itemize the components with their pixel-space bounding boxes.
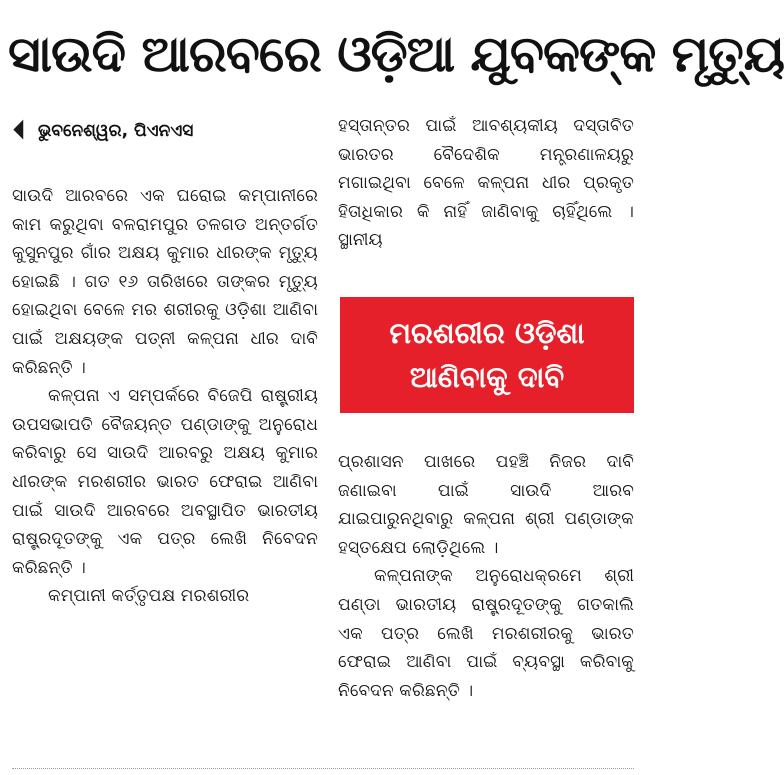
right-column-top — [338, 112, 634, 255]
headline: ସାଉଦି ଆରବରେ ଓଡ଼ିଆ ଯୁବକଙ୍କ ମୃତ୍ୟୁ — [8, 25, 784, 83]
right-column-bottom — [338, 448, 634, 705]
byline-text: ଭୁବନେଶ୍ୱର, ପିଏନଏସ — [38, 121, 194, 141]
left-paragraph-1: ସାଉଦି ଆରବରେ ଏକ ଘରୋଇ କମ୍ପାନୀରେ କାମ କରୁଥିବା ବଳରାମପୁର ତଳଗଡ ଅନ୍ତର୍ଗତ କୁସୁନପୁର ଗାଁର ଅକ୍ଷୟ କୁମାର ଧୀରଙ୍କ ମୃତ୍ୟୁ ହୋଇଛି । ଗତ ୧୬ ତାରିଖରେ ତାଙ୍କର ମୃତ୍ୟୁ ହୋଇଥିବା ବେଳେ ମର ଶରୀରକୁ ଓଡ଼ିଶା ଆଣିବା ପାଇଁ ଅକ୍ଷୟଙ୍କ ପତ୍ନୀ କଳ୍ପନା ଧୀର ଦାବି କରିଛନ୍ତି । — [12, 186, 318, 378]
callout-box — [340, 297, 634, 413]
right-top-paragraph: ହସ୍ତାନ୍ତର ପାଇଁ ଆବଶ୍ୟକୀୟ ଦସ୍ତାବିତ ଭାରତର ବୈଦେଶିକ ମନ୍ତ୍ରଣାଳୟରୁ ମଗାଇଥିବା ବେଳେ କଳ୍ପନା ଧୀର ପ୍ରକୃତ ହିତାଧିକାର କି ନାହିଁ ଜାଣିବାକୁ ଚାହିଁଥିଲେ । ସ୍ଥାନୀୟ — [338, 116, 634, 251]
bottom-divider — [12, 768, 634, 769]
left-paragraph-3: କମ୍ପାନୀ କର୍ତ୍ତୃପକ୍ଷ ମରଶରୀର — [48, 586, 250, 607]
right-bottom-paragraph-2: କଳ୍ପନାଙ୍କ ଅନୁରୋଧକ୍ରମେ ଶ୍ରୀ ପଣ୍ଡା ଭାରତୀୟ ରାଷ୍ଟ୍ରଦୂତଙ୍କୁ ଗତକାଲି ଏକ ପତ୍ର ଲେଖି ମରଶରୀରକୁ ଭାରତ ଫେରାଇ ଆଣିବା ପାଇଁ ବ୍ୟବସ୍ଥା କରିବାକୁ ନିବେଦନ କରିଛନ୍ତି । — [338, 566, 634, 701]
right-bottom-paragraph-1: ପ୍ରଶାସନ ପାଖରେ ପହଞ୍ଚି ନିଜର ଦାବି ଜଣାଇବା ପାଇଁ ସାଉଦି ଆରବ ଯାଇପାରୁନଥିବାରୁ କଳ୍ପନା ଶ୍ରୀ ପଣ୍ଡାଙ୍କ ହସ୍ତକ୍ଷେପ ଲୋଡ଼ିଥିଲେ । — [338, 452, 634, 558]
callout-line-1: ମରଶରୀର ଓଡ଼ିଶା — [389, 316, 585, 350]
triangle-bullet-icon — [13, 120, 33, 140]
left-paragraph-2: କଳ୍ପନା ଏ ସମ୍ପର୍କରେ ବିଜେପି ରାଷ୍ଟ୍ରୀୟ ଉପସଭାପତି ବୈଜୟନ୍ତ ପଣ୍ଡାଙ୍କୁ ଅନୁରୋଧ କରିବାରୁ ସେ ସାଉଦି ଆରବରୁ ଅକ୍ଷୟ କୁମାର ଧୀରଙ୍କ ମରଶରୀର ଭାରତ ଫେରାଇ ଆଣିବା ପାଇଁ ସାଉଦି ଆରବରେ ଅବସ୍ଥାପିତ ଭାରତୀୟ ରାଷ୍ଟ୍ରଦୂତଙ୍କୁ ଏକ ପତ୍ର ଲେଖି ନିବେଦନ କରିଛନ୍ତି । — [12, 386, 318, 578]
byline — [12, 118, 318, 144]
left-column — [12, 182, 318, 611]
callout-line-2: ଆଣିବାକୁ ଦାବି — [409, 360, 565, 394]
